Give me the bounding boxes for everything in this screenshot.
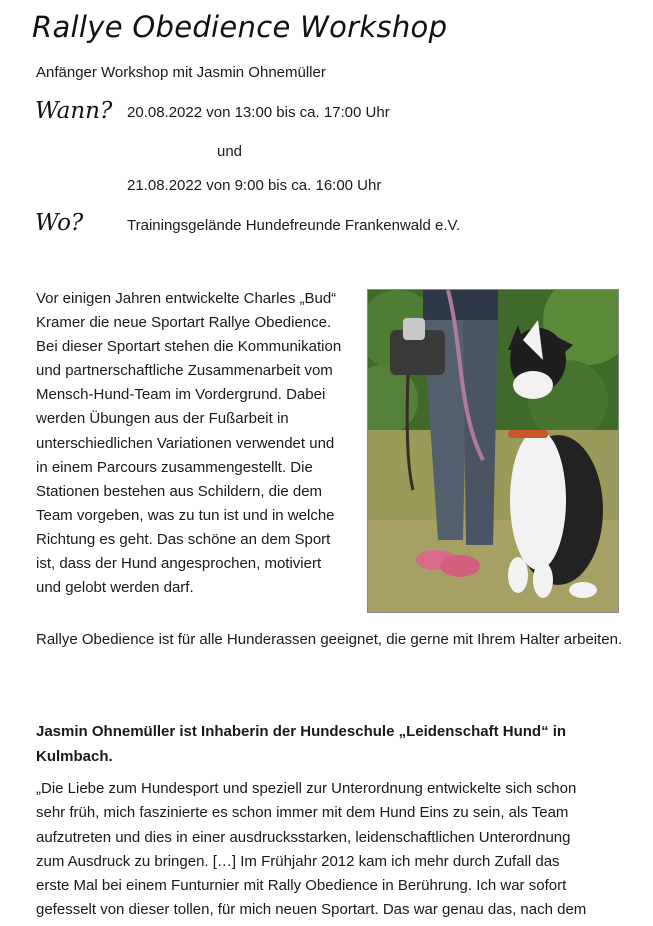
trainer-heading: Jasmin Ohnemüller ist Inhaberin der Hundeschule „Leidenschaft Hund“ in Kulmbach. xyxy=(36,723,567,765)
quote-line: „Die Liebe zum Hundesport und speziell zur Unterordnung entwickelte sich schon xyxy=(36,780,577,797)
intro-paragraph: Vor einigen Jahren entwickelte Charles „Bud“ Kramer die neue Sportart Rallye Obedience. Bei dieser Sportart stehen die Kommunikation und partnerschaftliche Zusammenarbeit vom Mensch-Hund-Team im Vordergrund. Dabei werden Übungen aus der Fußarbeit in unterschiedlichen Variationen verwendet und in einem Parcours zusammengestellt. Die Stationen bestehen aus Schildern, die dem Team vorgeben, was zu tun ist und in welche Richtung es geht. Das schöne an dem Sport ist, dass der Hund angesprochen, motiviert und gelobt werden darf. xyxy=(36,290,342,597)
photo-illustration xyxy=(368,290,618,612)
suitability-paragraph: Rallye Obedience ist für alle Hunderassen geeignet, die gerne mit Ihrem Halter arbeiten. xyxy=(36,631,623,648)
quote-line: aufzutreten und dies in einer ausdrucksstarken, leidenschaftlichen Unterordnung xyxy=(36,828,571,846)
dog-handler-photo xyxy=(367,289,619,613)
trainer-quote xyxy=(36,777,631,923)
quote-line: sehr früh, mich faszinierte es schon immer mit dem Hund Eins zu sein, als Team xyxy=(36,804,569,822)
quote-line: zum Ausdruck zu bringen. […] Im Frühjahr 2012 kam ich mehr durch Zufall das xyxy=(36,852,560,870)
quote-line: gefesselt von dieser tollen, für mich neuen Sportart. Das war genau das, nach dem xyxy=(36,901,587,919)
when-label: Wann? xyxy=(35,98,113,124)
where-label: Wo? xyxy=(35,210,84,236)
date-conjunction: und xyxy=(217,143,243,160)
workshop-subtitle: Anfänger Workshop mit Jasmin Ohnemüller xyxy=(36,64,326,81)
page-title: Rallye Obedience Workshop xyxy=(32,10,448,44)
date-day-one: 20.08.2022 von 13:00 bis ca. 17:00 Uhr xyxy=(127,104,390,121)
location-text: Trainingsgelände Hundefreunde Frankenwald e.V. xyxy=(127,217,461,234)
date-day-two: 21.08.2022 von 9:00 bis ca. 16:00 Uhr xyxy=(127,177,382,194)
quote-line: erste Mal bei einem Funturnier mit Rally Obedience in Berührung. Ich war sofort xyxy=(36,877,567,895)
